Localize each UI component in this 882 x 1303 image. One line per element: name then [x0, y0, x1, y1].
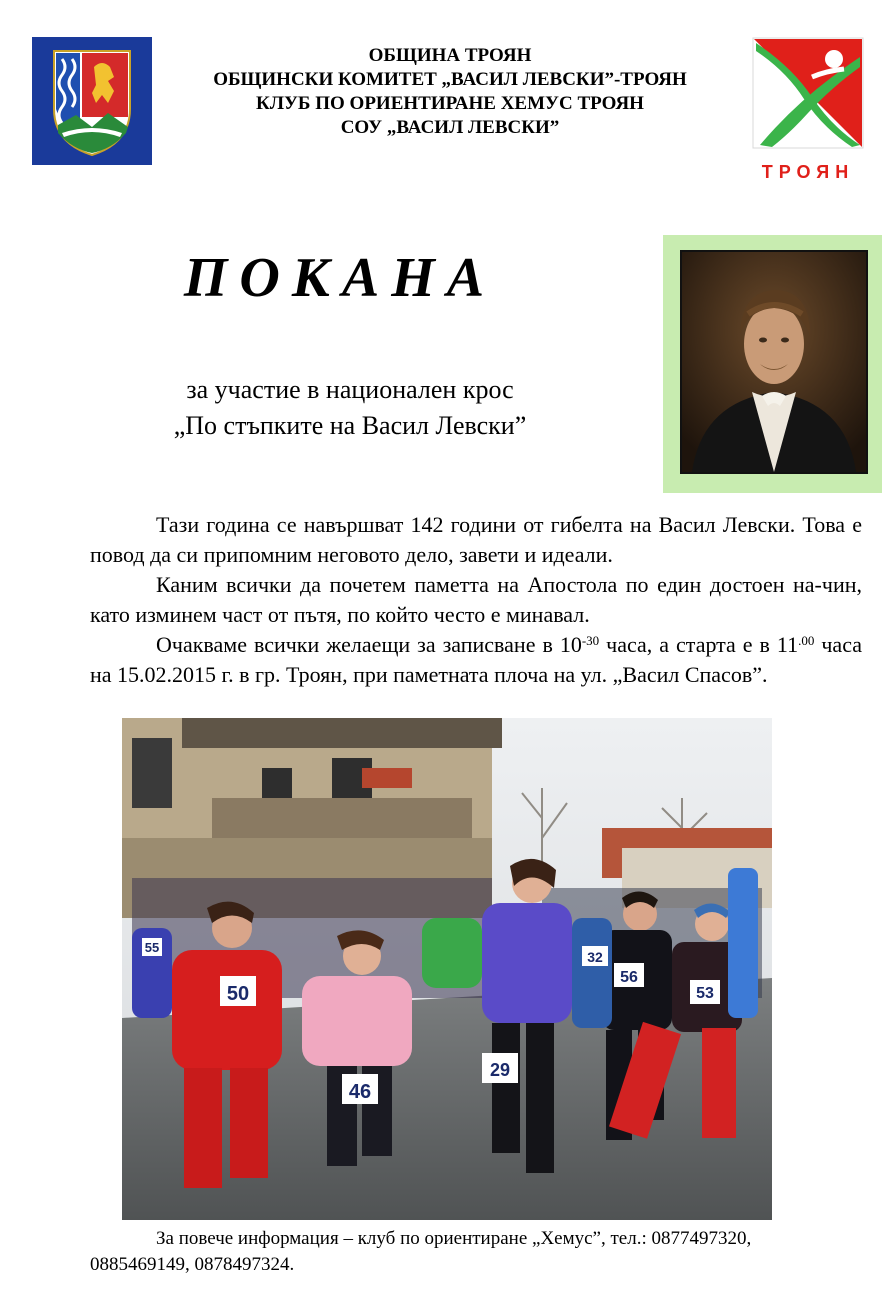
invitation-title: ПОКАНА [183, 247, 497, 309]
bib-number: 46 [348, 1081, 372, 1103]
body-p3-part-c: часа на 15.02.2015 г. в гр. Троян, при паметната плоча на ул. „Васил Спасов”. [90, 632, 862, 687]
bib-number: 32 [587, 949, 603, 965]
body-p3-part-a: Очакваме всички желаещи за записване в 10 [156, 632, 582, 657]
body-paragraph-1: Тази година се навършват 142 години от гибелта на Васил Левски. Това е повод да си припомним неговото дело, завети и идеали. [90, 512, 862, 567]
cross-race-photo [122, 718, 772, 1220]
bib-number: 29 [489, 1060, 511, 1080]
header-line-club: КЛУБ ПО ОРИЕНТИРАНЕ ХЕМУС ТРОЯН [256, 93, 644, 114]
vasil-levski-portrait-image [680, 250, 868, 474]
start-time-minutes: .00 [798, 633, 815, 648]
header-line-school: СОУ „ВАСИЛ ЛЕВСКИ” [340, 117, 560, 138]
header-line-committee: ОБЩИНСКИ КОМИТЕТ „ВАСИЛ ЛЕВСКИ”-ТРОЯН [213, 69, 687, 90]
registration-time-minutes: -30 [581, 633, 600, 648]
subtitle-line-2: „По стъпките на Васил Левски” [173, 411, 527, 440]
troyan-logo-text: ТРОЯН [761, 162, 855, 182]
subtitle-line-1: за участие в национален крос [186, 375, 514, 404]
contact-info [90, 1226, 862, 1278]
invitation-subtitle [110, 372, 590, 444]
contact-info-line-2: 0885469149, 0878497324. [90, 1254, 295, 1275]
body-p3-part-b: часа, а старта е в 11 [599, 632, 799, 657]
contact-info-line-1: За повече информация – клуб по ориентиране „Хемус”, тел.: 0877497320, [156, 1228, 752, 1249]
bib-number: 55 [144, 940, 160, 955]
bib-number: 56 [620, 969, 638, 986]
bib-number: 50 [226, 983, 250, 1005]
body-paragraph-2: Каним всички да почетем паметта на Апостола по един достоен на-чин, като изминем част от пътя, по който често е минавал. [90, 572, 862, 627]
troyan-logo-icon [752, 37, 864, 149]
header-line-municipality: ОБЩИНА ТРОЯН [368, 45, 532, 66]
organizers-header [170, 44, 730, 140]
invitation-body [90, 510, 862, 690]
bib-number: 53 [696, 985, 714, 1002]
troyan-coat-of-arms-image [32, 37, 152, 165]
body-paragraph-3 [90, 630, 862, 690]
